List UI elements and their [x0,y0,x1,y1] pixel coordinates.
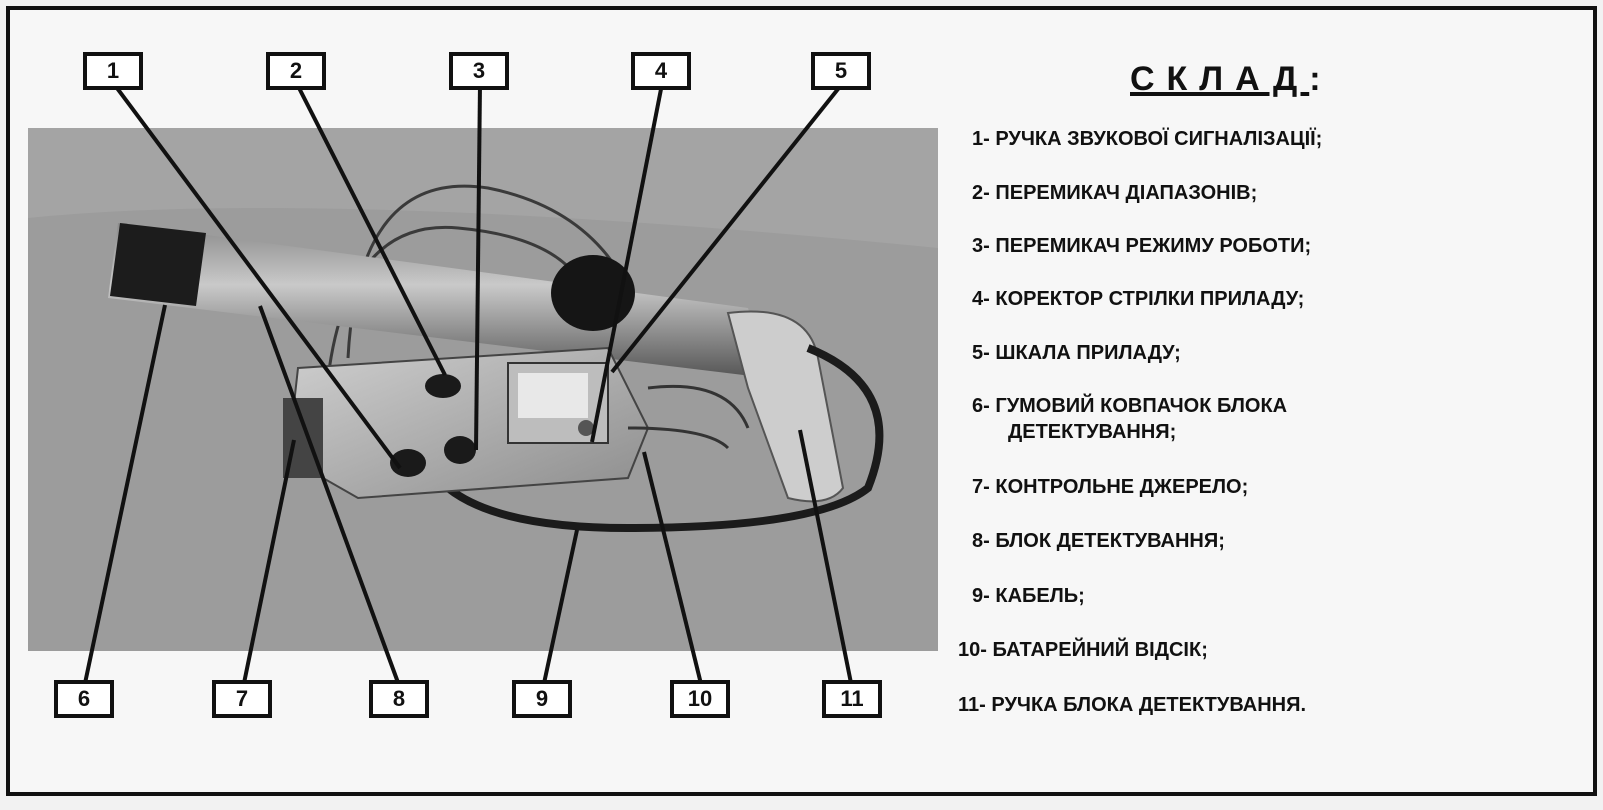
callout-3: 3 [449,52,509,90]
callout-4: 4 [631,52,691,90]
legend-num: 3- [972,235,990,257]
legend-num: 5- [972,342,990,364]
callout-7: 7 [212,680,272,718]
legend-item-11 [958,692,1306,718]
legend-text: ШКАЛА ПРИЛАДУ; [995,342,1181,364]
legend-title [1130,60,1333,99]
legend-item-2 [972,180,1257,206]
legend-num: 2- [972,182,990,204]
callout-2: 2 [266,52,326,90]
legend-text: БАТАРЕЙНИЙ ВІДСІК; [992,639,1208,661]
legend-item-5 [972,340,1181,366]
legend-text: КОРЕКТОР СТРІЛКИ ПРИЛАДУ; [995,288,1305,310]
device-illustration [28,128,938,651]
device-photo [28,128,938,651]
legend-item-9 [972,583,1085,609]
legend-item-3 [972,233,1311,259]
legend-text: БЛОК ДЕТЕКТУВАННЯ; [995,530,1225,552]
legend-item-10 [958,637,1208,663]
legend-num: 11- [958,694,986,716]
legend-num: 8- [972,530,990,552]
legend-num: 4- [972,288,990,310]
legend-text: ГУМОВИЙ КОВПАЧОК БЛОКА [995,395,1288,417]
legend-text-cont: ДЕТЕКТУВАННЯ; [1008,421,1177,443]
legend-item-4 [972,286,1304,312]
callout-5: 5 [811,52,871,90]
legend-num: 1- [972,128,990,150]
legend-item-1 [972,126,1322,152]
callout-6: 6 [54,680,114,718]
legend-title-text: СКЛАД [1130,60,1310,98]
legend-text: КОНТРОЛЬНЕ ДЖЕРЕЛО; [995,476,1249,498]
legend-num: 9- [972,585,990,607]
legend-num: 6- [972,395,990,417]
callout-11: 11 [822,680,882,718]
callout-8: 8 [369,680,429,718]
callout-9: 9 [512,680,572,718]
legend-text: ПЕРЕМИКАЧ ДІАПАЗОНІВ; [995,182,1258,204]
legend-num: 10- [958,639,987,661]
callout-1: 1 [83,52,143,90]
callout-10: 10 [670,680,730,718]
legend-text: РУЧКА ЗВУКОВОЇ СИГНАЛІЗАЦІЇ; [995,128,1323,150]
legend-item-8 [972,528,1225,554]
legend-text: КАБЕЛЬ; [995,585,1085,607]
legend-item-7 [972,474,1248,500]
legend-text: РУЧКА БЛОКА ДЕТЕКТУВАННЯ. [991,694,1307,716]
legend-text: ПЕРЕМИКАЧ РЕЖИМУ РОБОТИ; [995,235,1312,257]
legend-item-6 [972,393,1287,445]
legend-title-colon: : [1309,60,1333,98]
legend-num: 7- [972,476,990,498]
